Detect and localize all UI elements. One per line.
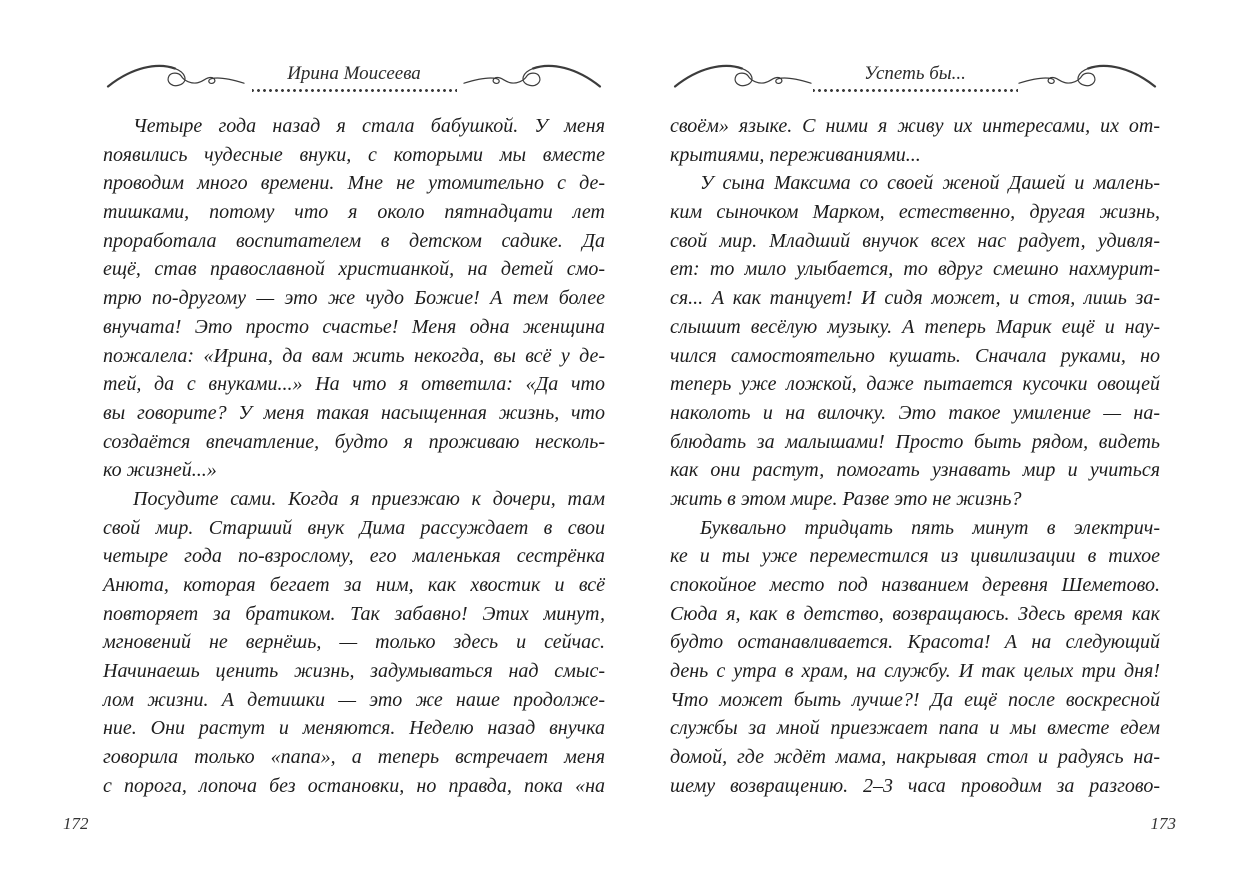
text-line: тей, да с внуками...» На что я ответила: «Да что	[103, 373, 605, 396]
text-line: четыре года по-взрослому, его маленькая сестрёнка	[103, 545, 605, 568]
text-line: трю по-другому — это же чудо Божие! А тем более	[103, 287, 605, 310]
text-line: лом жизни. А детишки — это же наше продолже-	[103, 688, 605, 711]
flourish-ornament-icon	[459, 61, 605, 95]
text-line: слышит весёлую музыку. А теперь Марик ещё и нау-	[670, 315, 1160, 338]
text-line: день с утра в храм, на службу. И так целых три дня!	[670, 660, 1160, 683]
dotted-divider	[252, 88, 457, 93]
text-line: шему возвращению. 2–3 часа проводим за разгово-	[670, 774, 1160, 797]
text-line: Буквально тридцать пять минут в электрич-	[700, 516, 1160, 539]
page-left	[63, 58, 605, 833]
text-line: блюдать за малышами! Просто быть рядом, видеть	[670, 430, 1160, 453]
text-line: свой мир. Младший внучок всех нас радует, удивля-	[670, 229, 1160, 252]
text-line: ке и ты уже переместился из цивилизации в тихое	[670, 545, 1160, 568]
text-line: Начинаешь ценить жизнь, задумываться над смыс-	[103, 660, 605, 683]
text-line: Сюда я, как в детство, возвращаюсь. Здесь время как	[670, 602, 1160, 625]
page-header-left	[103, 58, 605, 104]
header-center	[816, 58, 1014, 93]
text-line: тишками, потому что я около пятнадцати лет	[103, 201, 605, 224]
text-line: чился самостоятельно кушать. Сначала руками, но	[670, 344, 1160, 367]
text-line: повторяет за братиком. Так забавно! Этих минут,	[103, 602, 605, 625]
text-line: Четыре года назад я стала бабушкой. У меня	[133, 115, 605, 137]
text-line: своём» языке. С ними я живу их интересами, их от-	[670, 115, 1160, 137]
text-line: появились чудесные внуки, с которыми мы вместе	[103, 143, 605, 166]
text-line: ся... А как танцует! И сидя может, и стоя, лишь за-	[670, 287, 1160, 310]
text-line: ещё, став православной христианкой, на детей смо-	[103, 258, 605, 281]
text-line: теперь уже ложкой, даже пытается кусочки овощей	[670, 373, 1160, 396]
text-line: внучата! Это просто счастье! Меня одна женщина	[103, 315, 605, 338]
running-title-author: Ирина Моисеева	[287, 63, 421, 84]
text-line: вы говорите? У меня такая насыщенная жизнь, что	[103, 401, 605, 424]
text-line: ние. Они растут и меняются. Неделю назад внучка	[103, 717, 605, 740]
header-center	[249, 58, 459, 93]
page-body-right	[670, 112, 1160, 801]
text-line: говорила только «папа», а теперь встречает меня	[103, 746, 605, 769]
page-body-left	[103, 112, 605, 801]
text-line: жить в этом мире. Разве это не жизнь?	[670, 487, 1022, 510]
text-line: проводим много времени. Мне не утомительно с де-	[103, 172, 605, 195]
text-line: ким сыночком Марком, естественно, другая жизнь,	[670, 201, 1160, 224]
text-line: спокойное место под названием деревня Шеметово.	[670, 574, 1160, 596]
text-line: наколоть и на вилочку. Это такое умиление — на-	[670, 401, 1160, 424]
text-line: службы за мной приезжает папа и мы вместе едем	[670, 717, 1160, 740]
text-line: будто останавливается. Красота! А на следующий	[670, 631, 1160, 654]
text-line: ко жизней...»	[103, 459, 217, 482]
page-right	[670, 58, 1176, 833]
text-line: с порога, лопоча без остановки, но правда, пока «на	[103, 774, 605, 797]
text-line: Посудите сами. Когда я приезжаю к дочери, там	[133, 487, 605, 510]
text-line: домой, где ждёт мама, накрывая стол и радуясь на-	[670, 746, 1160, 769]
text-line: ет: то мило улыбается, то вдруг смешно нахмурит-	[670, 258, 1160, 281]
page-number-right: 173	[1150, 814, 1176, 833]
text-line: создаётся впечатление, будто я проживаю несколь-	[103, 430, 605, 453]
text-line: пожалела: «Ирина, да вам жить некогда, вы всё у де-	[103, 344, 605, 367]
text-line: свой мир. Старший внук Дима рассуждает в свои	[103, 516, 605, 539]
text-line: крытиями, переживаниями...	[670, 143, 921, 166]
running-title-chapter: Успеть бы...	[864, 63, 966, 84]
page-number-left: 172	[63, 814, 89, 833]
dotted-divider	[813, 88, 1018, 93]
flourish-ornament-icon	[1014, 61, 1160, 95]
text-line: Что может быть лучше?! Да ещё после воскресной	[670, 688, 1160, 711]
text-line: Анюта, которая бегает за ним, как хвостик и всё	[103, 574, 605, 596]
text-line: проработала воспитателем в детском садике. Да	[103, 229, 605, 252]
text-line: как они растут, помогать узнавать мир и учиться	[670, 459, 1160, 482]
flourish-ornament-icon	[103, 61, 249, 95]
text-line: мгновений не вернёшь, — только здесь и сейчас.	[103, 631, 605, 654]
flourish-ornament-icon	[670, 61, 816, 95]
page-header-right	[670, 58, 1160, 104]
text-line: У сына Максима со своей женой Дашей и малень-	[700, 172, 1160, 195]
